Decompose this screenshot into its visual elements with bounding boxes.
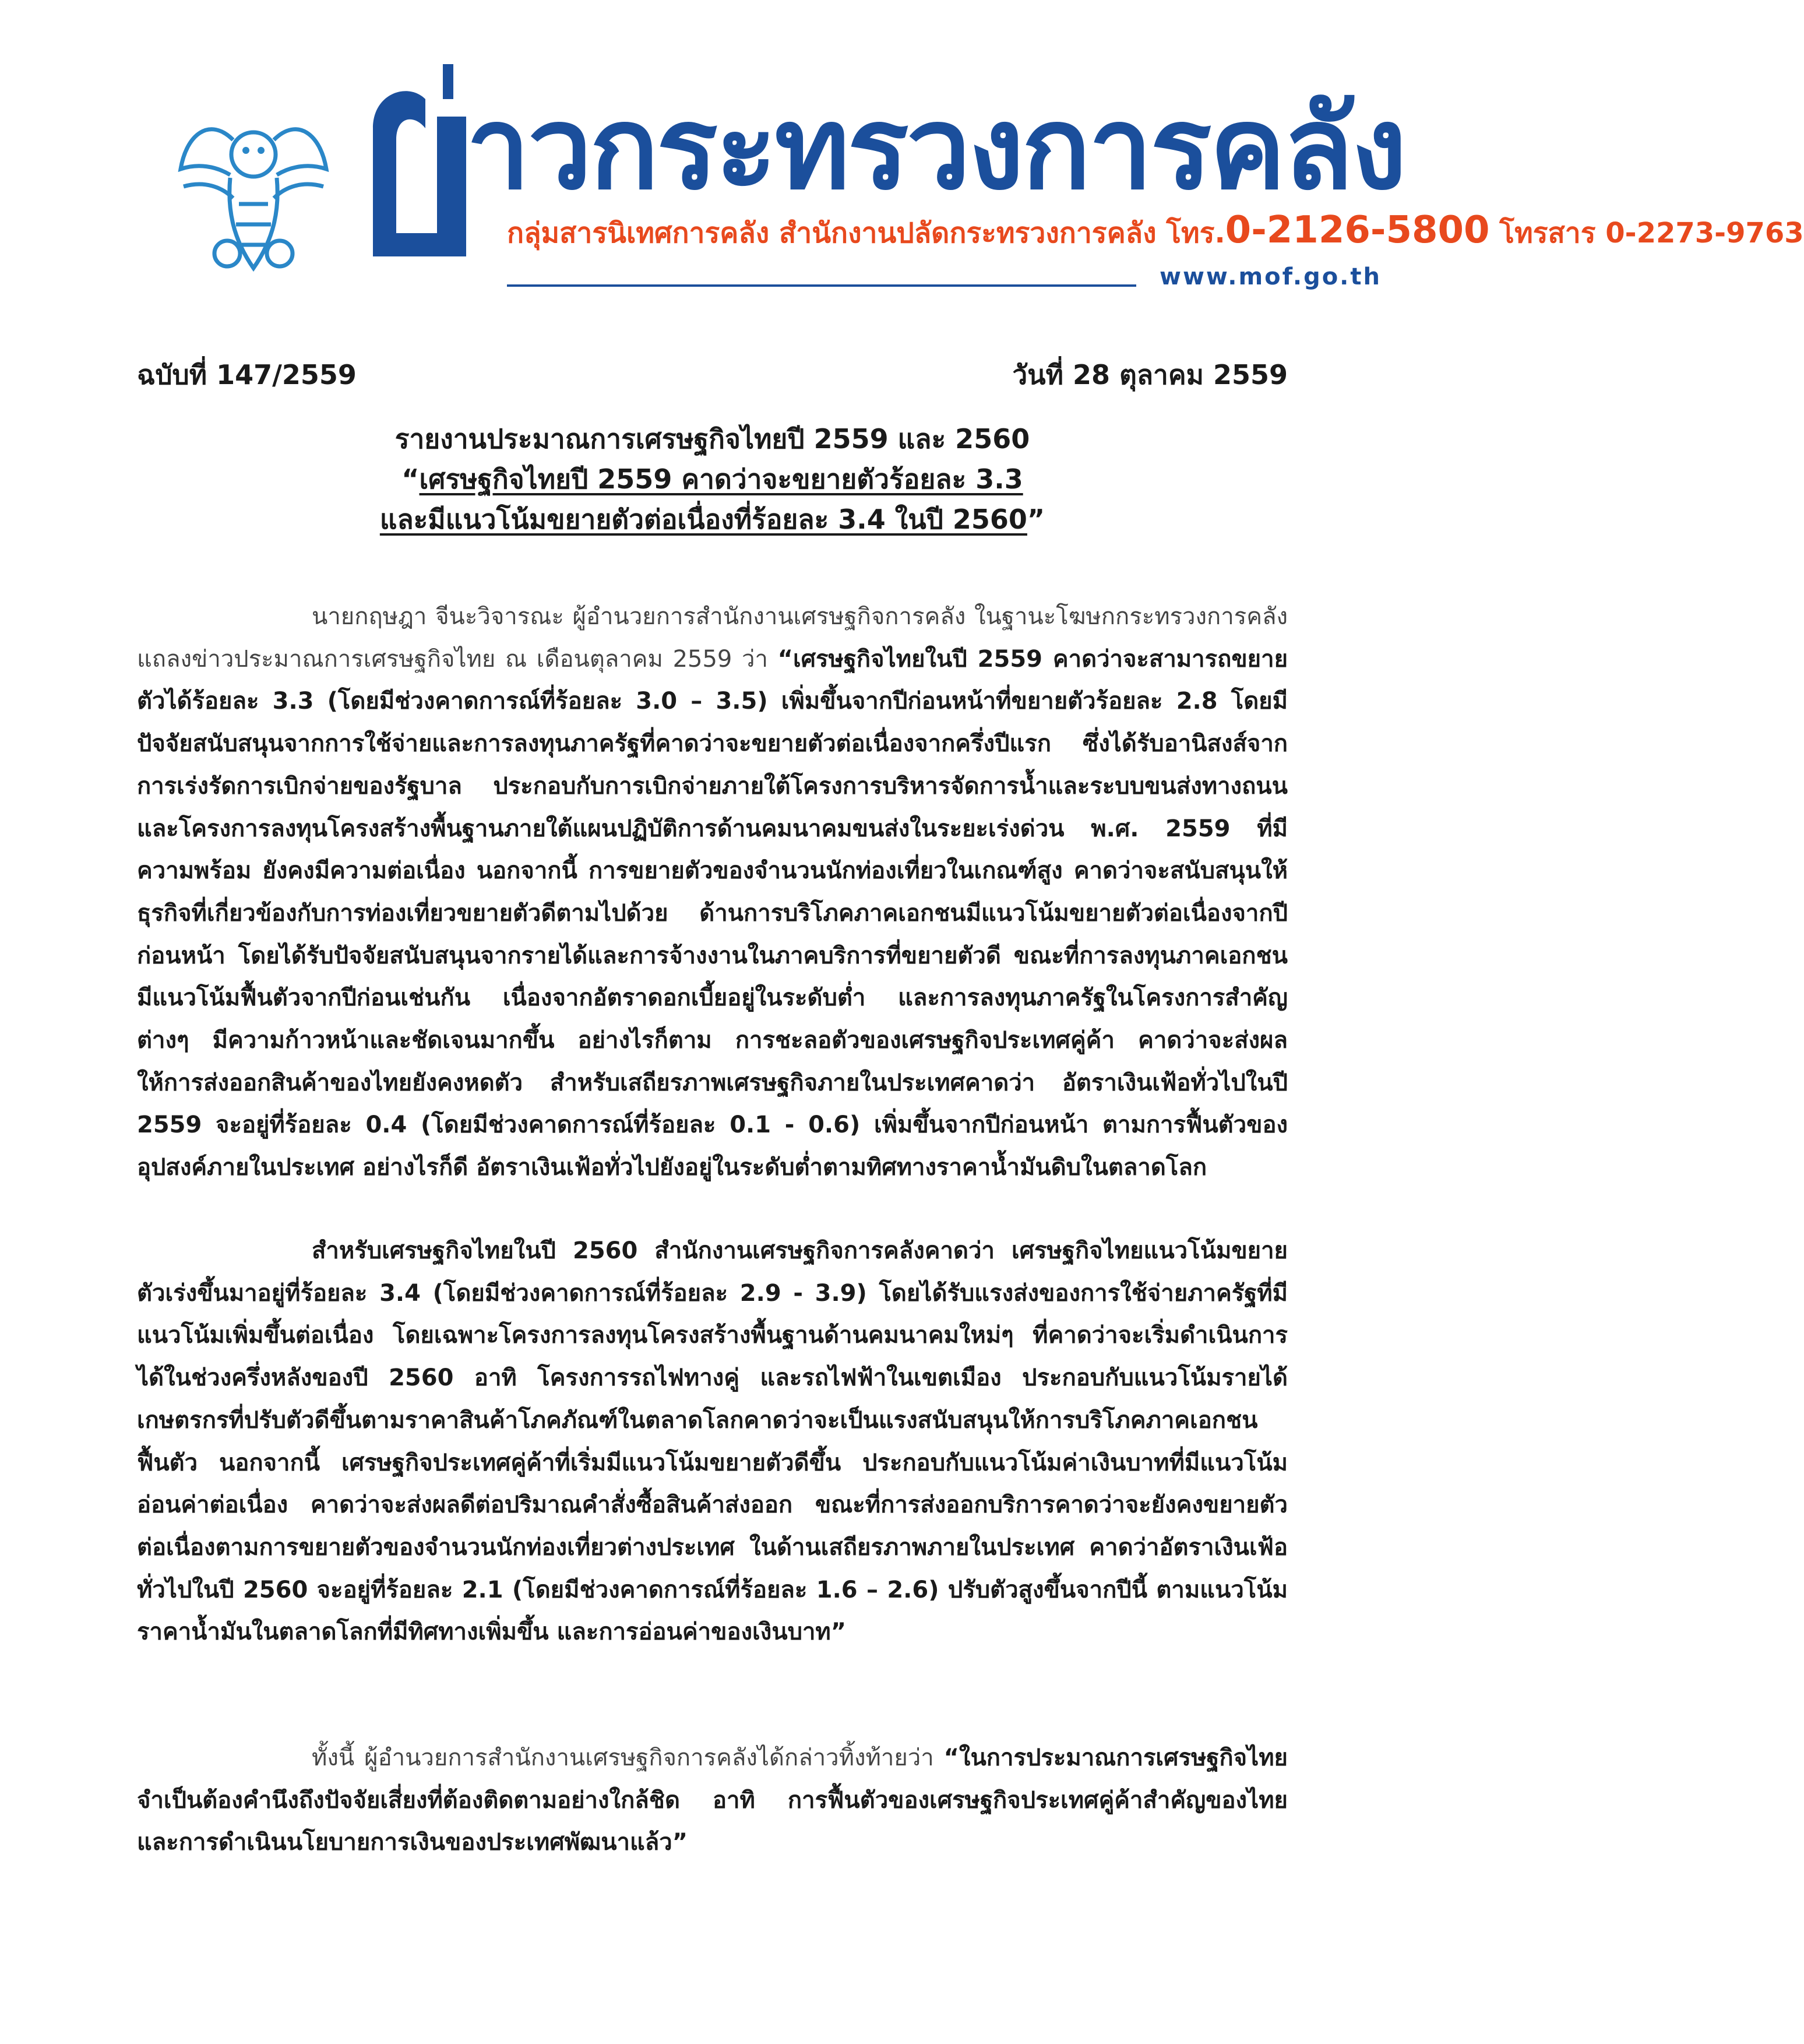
paragraph-2-text: สำหรับเศรษฐกิจไทยในปี 2560 สำนักงานเศรษฐกิจการคลังคาดว่า เศรษฐกิจไทยแนวโน้มขยายตัวเร่งขึ้นมาอยู่ที่ร้อยละ 3.4 (โดยมีช่วงคาดการณ์ที่ร้อยละ 2.9 - 3.9) โดยได้รับแรงส่งของการใช้จ่ายภาครัฐที่มีแนวโน้มเพิ่มขึ้นต่อเนื่อง โดยเฉพาะโครงการลงทุนโครงสร้างพื้นฐานด้านคมนาคมใหม่ๆ ที่คาดว่าจะเริ่มดำเนินการได้ในช่วงครึ่งหลังของปี 2560 อาทิ โครงการรถไฟทางคู่ และรถไฟฟ้าในเขตเมือง ประกอบกับแนวโน้มรายได้เกษตรกรที่ปรับตัวดีขึ้นตามราคาสินค้าโภคภัณฑ์ในตลาดโลกคาดว่าจะเป็นแรงสนับสนุนให้การบริโภคภาคเอกชนฟื้นตัว นอกจากนี้ เศรษฐกิจประเทศคู่ค้าที่เริ่มมีแนวโน้มขยายตัวดีขึ้น ประกอบกับแนวโน้มค่าเงินบาทที่มีแนวโน้มอ่อนค่าต่อเนื่อง คาดว่าจะส่งผลดีต่อปริมาณคำสั่งซื้อสินค้าส่งออก ขณะที่การส่งออกบริการคาดว่าจะยังคงขยายตัวต่อเนื่องตามการขยายตัวของจำนวนนักท่องเที่ยวต่างประเทศ ในด้านเสถียรภาพภายในประเทศ คาดว่าอัตราเงินเฟ้อทั่วไปในปี 2560 จะอยู่ที่ร้อยละ 2.1 (โดยมีช่วงคาดการณ์ที่ร้อยละ 1.6 – 2.6) ปรับตัวสูงขึ้นจากปีนี้ ตามแนวโน้มราคาน้ำมันในตลาดโลกที่มีทิศทางเพิ่มขึ้น และการอ่อนค่าของเงินบาท” (137, 1237, 1288, 1646)
phone-number: 0-2126-5800 (1225, 209, 1490, 252)
paragraph-2 (137, 1230, 1288, 1654)
paragraph-1-quote: “เศรษฐกิจไทยในปี 2559 คาดว่าจะสามารถขยายตัวได้ร้อยละ 3.3 (โดยมีช่วงคาดการณ์ที่ร้อยละ 3.0 – 3.5) เพิ่มขึ้นจากปีก่อนหน้าที่ขยายตัวร้อยละ 2.8 โดยมีปัจจัยสนับสนุนจากการใช้จ่ายและการลงทุนภาครัฐที่คาดว่าจะขยายตัวต่อเนื่องจากครึ่งปีแรก ซึ่งได้รับอานิสงส์จากการเร่งรัดการเบิกจ่ายของรัฐบาล ประกอบกับการเบิกจ่ายภายใต้โครงการบริหารจัดการน้ำและระบบขนส่งทางถนน และโครงการลงทุนโครงสร้างพื้นฐานภายใต้แผนปฏิบัติการด้านคมนาคมขนส่งในระยะเร่งด่วน พ.ศ. 2559 ที่มีความพร้อม ยังคงมีความต่อเนื่อง นอกจากนี้ การขยายตัวของจำนวนนักท่องเที่ยวในเกณฑ์สูง คาดว่าจะสนับสนุนให้ธุรกิจที่เกี่ยวข้องกับการท่องเที่ยวขยายตัวดีตามไปด้วย ด้านการบริโภคภาคเอกชนมีแนวโน้มขยายตัวต่อเนื่องจากปีก่อนหน้า โดยได้รับปัจจัยสนับสนุนจากรายได้และการจ้างงานในภาคบริการที่ขยายตัวดี ขณะที่การลงทุนภาคเอกชนมีแนวโน้มฟื้นตัวจากปีก่อนเช่นกัน เนื่องจากอัตราดอกเบี้ยอยู่ในระดับต่ำ และการลงทุนภาครัฐในโครงการสำคัญต่างๆ มีความก้าวหน้าและชัดเจนมากขึ้น อย่างไรก็ตาม การชะลอตัวของเศรษฐกิจประเทศคู่ค้า คาดว่าจะส่งผลให้การส่งออกสินค้าของไทยยังคงหดตัว สำหรับเสถียรภาพเศรษฐกิจภายในประเทศคาดว่า อัตราเงินเฟ้อทั่วไปในปี 2559 จะอยู่ที่ร้อยละ 0.4 (โดยมีช่วงคาดการณ์ที่ร้อยละ 0.1 - 0.6) เพิ่มขึ้นจากปีก่อนหน้า ตามการฟื้นตัวของอุปสงค์ภายในประเทศ อย่างไรก็ดี อัตราเงินเฟ้อทั่วไปยังอยู่ในระดับต่ำตามทิศทางราคาน้ำมันดิบในตลาดโลก (137, 645, 1288, 1181)
fax-number: 0-2273-9763 (1605, 217, 1804, 249)
masthead-initial-letter (361, 58, 478, 280)
fax-label: โทรสาร (1499, 217, 1596, 249)
garuda-emblem-icon (175, 99, 332, 280)
headline-block (137, 420, 1288, 540)
website-link[interactable]: www.mof.go.th (1160, 263, 1382, 290)
masthead-header (0, 0, 1804, 326)
headline-line-2: “เศรษฐกิจไทยปี 2559 คาดว่าจะขยายตัวร้อยละ 3.3 (401, 463, 1023, 495)
masthead-title: าวกระทรวงการคลัง (466, 82, 1405, 215)
headline-line-1: รายงานประมาณการเศรษฐกิจไทยปี 2559 และ 2560 (394, 423, 1030, 455)
contact-prefix: กลุ่มสารนิเทศการคลัง สำนักงานปลัดกระทรวงการคลัง โทร. (507, 217, 1225, 249)
paragraph-1-intro: นายกฤษฎา จีนะวิจารณะ ผู้อำนวยการสำนักงานเศรษฐกิจการคลัง ในฐานะโฆษกกระทรวงการคลัง แถลงข่าวประมาณการเศรษฐกิจไทย ณ เดือนตุลาคม 2559 ว่า (137, 603, 1288, 673)
paragraph-1 (137, 596, 1288, 1189)
header-divider (507, 284, 1136, 287)
issue-number: ฉบับที่ 147/2559 (137, 359, 357, 390)
headline-line-3: และมีแนวโน้มขยายตัวต่อเนื่องที่ร้อยละ 3.4 ในปี 2560” (379, 504, 1045, 535)
paragraph-3-intro: ทั้งนี้ ผู้อำนวยการสำนักงานเศรษฐกิจการคลังได้กล่าวทิ้งท้ายว่า (312, 1744, 944, 1771)
paragraph-3 (137, 1737, 1288, 1864)
issue-date: วันที่ 28 ตุลาคม 2559 (1012, 359, 1288, 390)
paragraph-3-quote: “ในการประมาณการเศรษฐกิจไทยจำเป็นต้องคำนึงถึงปัจจัยเสี่ยงที่ต้องติดตามอย่างใกล้ชิด อาทิ การฟื้นตัวของเศรษฐกิจประเทศคู่ค้าสำคัญของไทย และการดำเนินนโยบายการเงินของประเทศพัฒนาแล้ว” (137, 1744, 1288, 1856)
contact-line (507, 210, 1804, 254)
